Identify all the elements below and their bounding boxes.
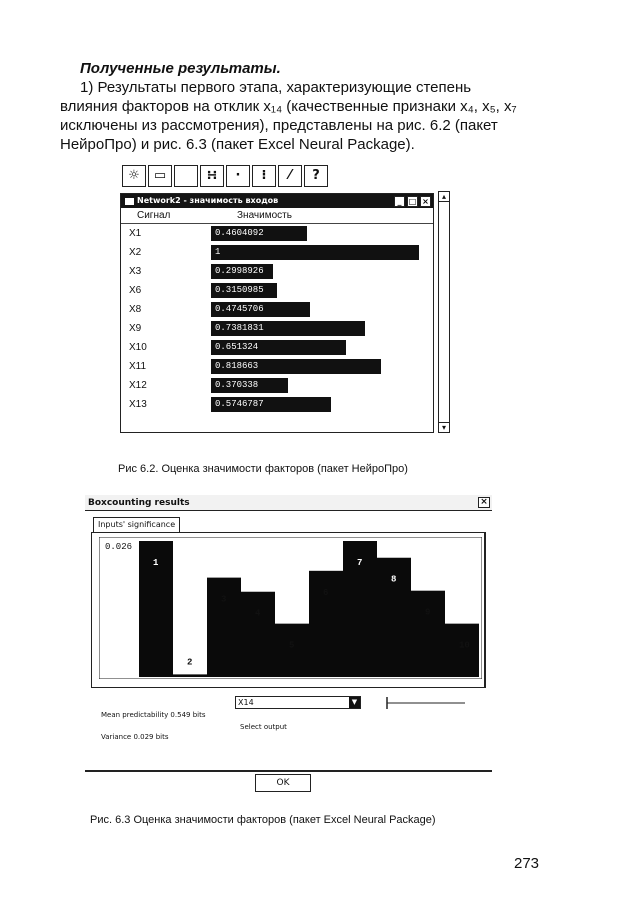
mean-predictability: Mean predictability 0.549 bits [101, 711, 206, 719]
significance-window [120, 193, 434, 433]
bar-row [121, 281, 433, 300]
figure-6-2 [120, 165, 452, 437]
significance-bar [241, 592, 275, 677]
bar-row [121, 338, 433, 357]
signal-label: X6 [129, 285, 142, 296]
bar-number-label: 1 [153, 558, 159, 568]
blank-icon[interactable] [174, 165, 198, 187]
bar-row [121, 262, 433, 281]
window2-titlebar [85, 495, 492, 511]
output-select-value: X14 [238, 698, 254, 707]
bar-value-label: 0.7381831 [215, 323, 264, 333]
new-icon[interactable]: ☼ [122, 165, 146, 187]
window-titlebar [121, 194, 433, 208]
bar-value-label: 0.3150985 [215, 285, 264, 295]
window2-title: Boxcounting results [88, 498, 190, 508]
bar-row [121, 395, 433, 414]
bar-number-label: 7 [357, 558, 363, 568]
bar-value-label: 1 [215, 247, 221, 257]
para-line-1: 1) Результаты первого этапа, характеризующие степень [80, 79, 472, 96]
scroll-down-icon[interactable]: ▾ [439, 422, 449, 432]
signal-label: X9 [129, 323, 142, 334]
cut-icon[interactable]: ∺ [200, 165, 224, 187]
page-number: 273 [514, 855, 540, 872]
section-heading: Полученные результаты. [80, 60, 281, 77]
open-icon[interactable]: ▭ [148, 165, 172, 187]
bar-row [121, 300, 433, 319]
bar-number-label: 2 [187, 657, 193, 668]
bar-number-label: 9 [425, 607, 431, 618]
significance-chart [99, 537, 482, 679]
tab-inputs-significance[interactable]: Inputs' significance [93, 517, 180, 532]
bar-value-label: 0.5746787 [215, 399, 264, 409]
caption-6-2: Рис 6.2. Оценка значимости факторов (пакет НейроПро) [118, 463, 408, 475]
select-output-label: Select output [240, 723, 287, 731]
dot-icon[interactable]: · [226, 165, 250, 187]
caption-6-3: Рис. 6.3 Оценка значимости факторов (пакет Excel Neural Package) [90, 814, 436, 826]
signal-label: X1 [129, 228, 142, 239]
ok-button[interactable]: OK [255, 774, 311, 792]
bar-row [121, 224, 433, 243]
col-signal: Сигнал [137, 210, 171, 221]
bar-number-label: 5 [289, 640, 295, 651]
signal-label: X13 [129, 399, 147, 410]
bar-number-label: 3 [221, 594, 227, 605]
bar-value-label: 0.4604092 [215, 228, 264, 238]
bar-value-label: 0.2998926 [215, 266, 264, 276]
bar-row [121, 357, 433, 376]
signal-label: X8 [129, 304, 142, 315]
signal-label: X3 [129, 266, 142, 277]
bar-value-label: 0.4745706 [215, 304, 264, 314]
signal-label: X2 [129, 247, 142, 258]
significance-bar [309, 571, 343, 677]
significance-bar [173, 674, 207, 677]
toolbar [122, 165, 332, 189]
significance-bar [207, 578, 241, 677]
bar-row [121, 243, 433, 262]
significance-bar [411, 591, 445, 677]
help-icon[interactable]: ? [304, 165, 328, 187]
signal-label: X11 [129, 361, 147, 372]
close2-icon[interactable]: × [478, 497, 490, 508]
minimize-icon[interactable]: _ [394, 196, 405, 207]
slider[interactable] [385, 695, 469, 711]
scrollbar[interactable] [438, 191, 450, 433]
pen-icon[interactable]: ⁄ [278, 165, 302, 187]
y-max-label: 0.026 [105, 542, 133, 552]
para-line-2: влияния факторов на отклик x₁₄ (качественные признаки x₄, x₅, x₇ [60, 98, 517, 115]
bar-row [121, 376, 433, 395]
scroll-up-icon[interactable]: ▴ [439, 192, 449, 202]
window-title: Network2 - значимость входов [137, 196, 279, 205]
column-header [121, 208, 433, 224]
window-icon [125, 198, 134, 205]
bar-number-label: 4 [255, 608, 261, 619]
bar-number-label: 10 [459, 640, 470, 651]
figure-6-3 [85, 495, 492, 798]
maximize-icon[interactable]: □ [408, 196, 417, 206]
bar-number-label: 6 [323, 587, 329, 598]
bar-value-label: 0.651324 [215, 342, 259, 352]
significance-bar [211, 245, 419, 260]
close-icon[interactable]: × [420, 196, 431, 207]
arrow-icon[interactable]: ⁝ [252, 165, 276, 187]
signal-label: X10 [129, 342, 147, 353]
intro-paragraph [60, 78, 538, 154]
para-line-4: НейроПро) и рис. 6.3 (пакет Excel Neural Package). [60, 136, 415, 153]
chevron-down-icon[interactable]: ▼ [349, 697, 360, 708]
bar-row [121, 319, 433, 338]
variance: Variance 0.029 bits [101, 733, 169, 741]
col-value: Значимость [237, 210, 292, 221]
para-line-3: исключены из рассмотрения), представлены на рис. 6.2 (пакет [60, 117, 498, 134]
signal-label: X12 [129, 380, 147, 391]
bar-number-label: 8 [391, 574, 397, 585]
bar-value-label: 0.370338 [215, 380, 259, 390]
bar-list [121, 224, 433, 414]
divider [85, 770, 492, 772]
output-select[interactable] [235, 696, 361, 709]
bar-value-label: 0.818663 [215, 361, 259, 371]
